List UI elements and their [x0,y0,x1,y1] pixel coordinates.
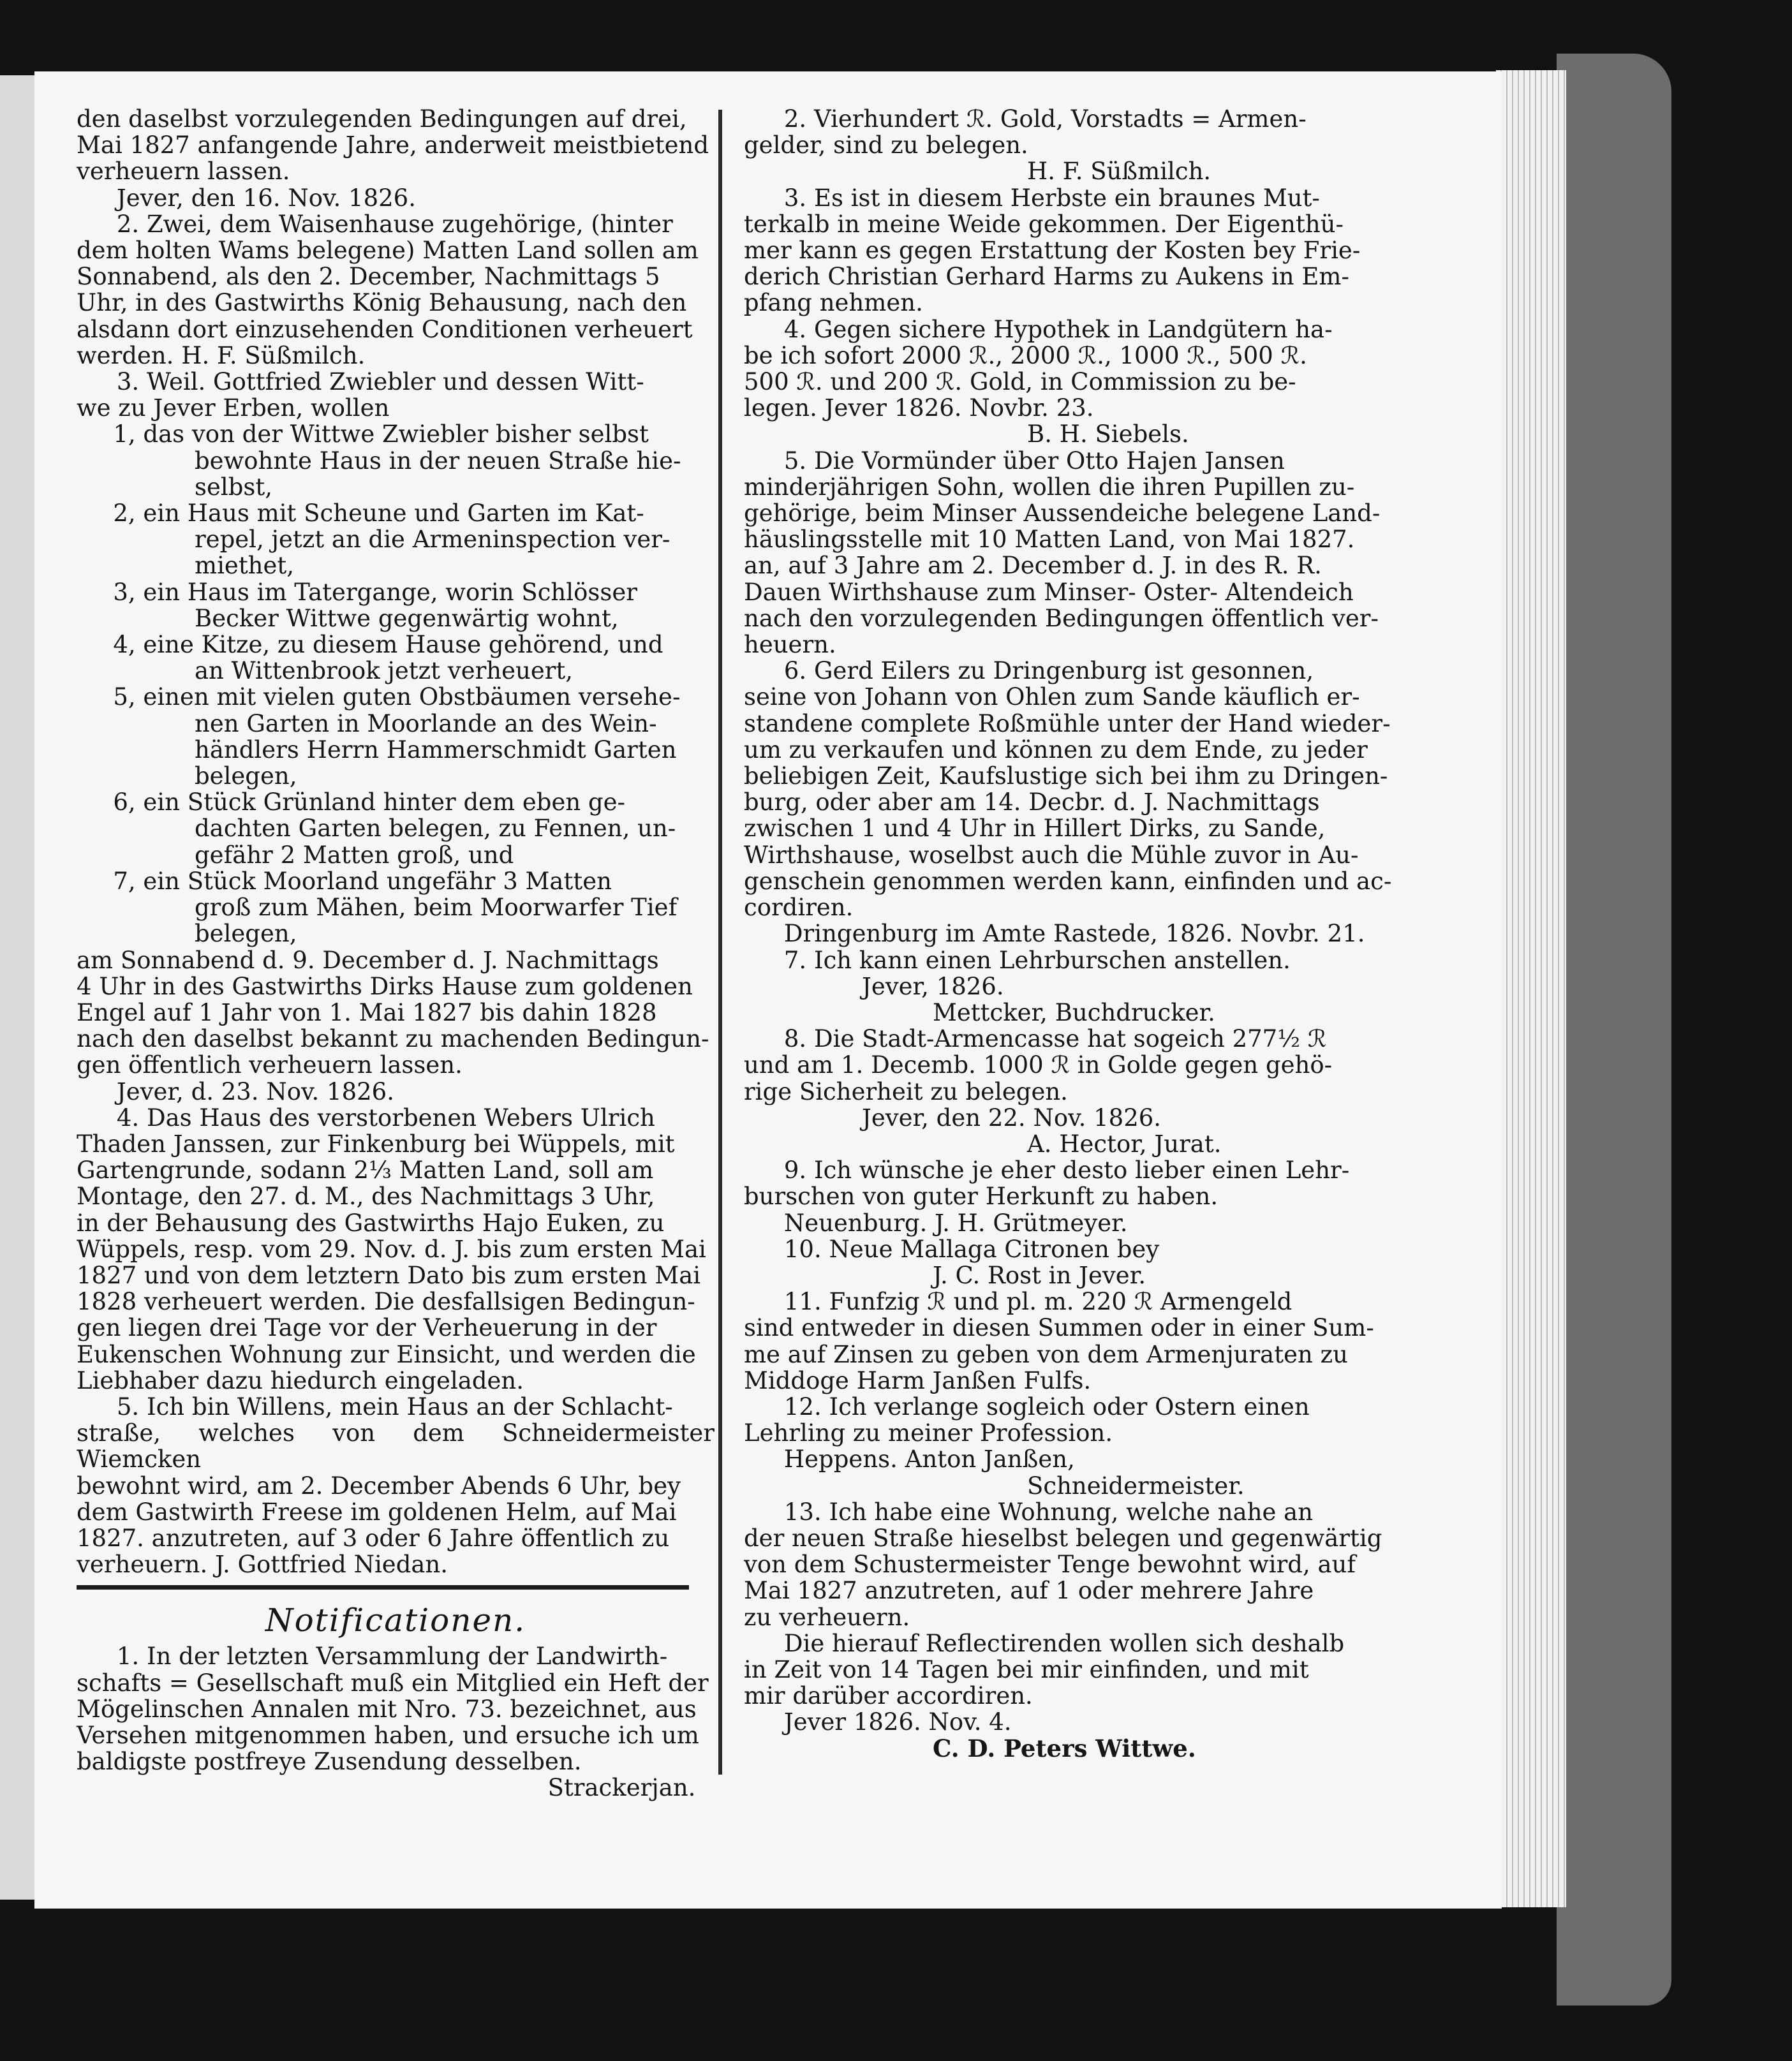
text-line: in Zeit von 14 Tagen bei mir einfinden, und mit [744,1655,1309,1683]
text-line: belegen, [195,920,297,948]
text-line: 1, das von der Wittwe Zwiebler bisher selbst [113,420,649,448]
text-line: minderjährigen Sohn, wollen die ihren Pupillen zu- [744,473,1355,501]
text-line: nach den vorzulegenden Bedingungen öffentlich ver- [744,604,1379,632]
text-line: miethet, [195,552,295,580]
text-line: den daselbst vorzulegenden Bedingungen auf drei, [77,105,687,133]
text-line: zwischen 1 und 4 Uhr in Hillert Dirks, zu Sande, [744,815,1326,843]
right-column-announcements [744,106,1392,1762]
page [34,71,1502,1909]
text-line: der neuen Straße hieselbst belegen und gegenwärtig [744,1524,1382,1552]
page-edges [1496,70,1566,1907]
text-line: dem Gastwirth Freese im goldenen Helm, auf Mai [77,1498,677,1526]
text-line: Dringenburg im Amte Rastede, 1826. Novbr. 21. [783,920,1365,948]
text-line: Middoge Harm Janßen Fulfs. [744,1366,1092,1394]
text-line: Wüppels, resp. vom 29. Nov. d. J. bis zum ersten Mai [77,1235,706,1263]
text-line: Liebhaber dazu hiedurch eingeladen. [77,1366,524,1394]
text-line: 3, ein Haus im Tatergange, worin Schlösser [113,578,637,606]
text-line: nach den daselbst bekannt zu machenden Bedingun- [77,1025,709,1053]
text-line: 4, eine Kitze, zu diesem Hause gehörend, und [113,631,663,659]
text-line: nen Garten in Moorlande an des Wein- [195,709,657,737]
text-line: bewohnt wird, am 2. December Abends 6 Uhr, bey [77,1472,681,1500]
text-line: häuslingsstelle mit 10 Matten Land, von Mai 1827. [744,526,1355,554]
text-line: 1827. anzutreten, auf 3 oder 6 Jahre öffentlich zu [77,1524,670,1552]
text-line: groß zum Mähen, beim Moorwarfer Tief [195,894,678,922]
text-line: terkalb in meine Weide gekommen. Der Eigenthü- [744,210,1344,238]
text-line: Mögelinschen Annalen mit Nro. 73. bezeichnet, aus [77,1695,697,1723]
text-line: 1. In der letzten Versammlung der Landwirth- [116,1643,668,1671]
text-line: repel, jetzt an die Armeninspection ver- [195,526,670,554]
text-line: 4. Gegen sichere Hypothek in Landgütern ha- [783,315,1333,343]
text-line: von dem Schustermeister Tenge bewohnt wird, auf [744,1551,1356,1579]
text-line: 1827 und von dem letztern Dato bis zum ersten Mai [77,1261,701,1289]
text-line: Becker Wittwe gegenwärtig wohnt, [195,604,619,632]
text-line: Gartengrunde, sodann 2⅓ Matten Land, soll am [77,1156,654,1185]
text-line: an, auf 3 Jahre am 2. December d. J. in des R. R. [744,552,1322,580]
left-column-announcements [77,106,715,1577]
text-line: 7. Ich kann einen Lehrburschen anstellen. [783,946,1291,974]
text-line: 12. Ich verlange sogleich oder Ostern einen [783,1392,1310,1421]
text-line: 6, ein Stück Grünland hinter dem eben ge- [113,788,626,816]
text-line: heuern. [744,631,836,659]
text-line: seine von Johann von Ohlen zum Sande käuflich er- [744,683,1360,711]
text-line: Jever, den 16. Nov. 1826. [116,184,416,212]
text-line: me auf Zinsen zu geben von dem Armenjuraten zu [744,1340,1348,1368]
text-line: Jever, den 22. Nov. 1826. [862,1104,1162,1132]
text-line: händlers Herrn Hammerschmidt Garten [195,735,677,764]
text-line: am Sonnabend d. 9. December d. J. Nachmittags [77,946,659,974]
text-line: 7, ein Stück Moorland ungefähr 3 Matten [113,867,612,895]
text-line: gen öffentlich verheuern lassen. [77,1051,463,1079]
text-line: cordiren. [744,894,854,922]
text-line: alsdann dort einzusehenden Conditionen verheuert [77,315,693,343]
text-line: gen liegen drei Tage vor der Verheuerung in der [77,1314,657,1342]
text-line: Heppens. Anton Janßen, [783,1445,1075,1474]
text-line: gehörige, beim Minser Aussendeiche belegene Land- [744,499,1381,528]
text-line: 4. Das Haus des verstorbenen Webers Ulrich [116,1104,655,1132]
text-line: Engel auf 1 Jahr von 1. Mai 1827 bis dahin 1828 [77,998,657,1026]
section-heading-notificationen: Notificationen. [265,1602,526,1639]
text-line: A. Hector, Jurat. [1027,1130,1222,1158]
text-line: C. D. Peters Wittwe. [933,1734,1196,1762]
text-line: Mai 1827 anzutreten, auf 1 oder mehrere Jahre [744,1577,1314,1605]
text-line: Die hierauf Reflectirenden wollen sich deshalb [783,1629,1345,1657]
text-line: we zu Jever Erben, wollen [77,394,390,422]
column-divider [718,110,722,1775]
text-line: und am 1. Decemb. 1000 ℛ in Golde gegen gehö- [744,1051,1333,1079]
text-line: 13. Ich habe eine Wohnung, welche nahe an [783,1498,1314,1526]
text-line: Strackerjan. [547,1774,696,1802]
text-line: beliebigen Zeit, Kaufslustige sich bei ihm zu Dringen- [744,762,1388,790]
text-line: Uhr, in des Gastwirths König Behausung, nach den [77,289,687,317]
text-line: Jever, 1826. [862,972,1004,1000]
text-line: B. H. Siebels. [1027,420,1189,448]
text-line: 6. Gerd Eilers zu Dringenburg ist gesonnen, [783,657,1314,685]
text-line: genschein genommen werden kann, einfinden und ac- [744,867,1392,895]
text-line: Dauen Wirthshause zum Minser- Oster- Altendeich [744,578,1354,606]
text-line: be ich sofort 2000 ℛ., 2000 ℛ., 1000 ℛ., 500 ℛ. [744,341,1307,369]
text-line: standene complete Roßmühle unter der Hand wieder- [744,709,1391,737]
text-line: 5, einen mit vielen guten Obstbäumen versehe- [113,683,681,711]
text-line: dem holten Wams belegene) Matten Land sollen am [77,237,699,265]
text-line: derich Christian Gerhard Harms zu Aukens in Em- [744,263,1349,291]
text-line: 8. Die Stadt-Armencasse hat sogeich 277½ ℛ [783,1025,1327,1053]
text-line: selbst, [195,473,273,501]
text-line: straße, welches von dem Schneidermeister Wiemcken [77,1419,715,1474]
text-line: Schneidermeister. [1027,1472,1245,1500]
text-line: Eukenschen Wohnung zur Einsicht, und werden die [77,1340,696,1368]
text-line: baldigste postfreye Zusendung desselben. [77,1748,582,1776]
text-line: Jever, d. 23. Nov. 1826. [116,1077,394,1105]
text-line: Sonnabend, als den 2. December, Nachmittags 5 [77,263,660,291]
text-line: 2, ein Haus mit Scheune und Garten im Kat- [113,499,644,528]
text-line: burschen von guter Herkunft zu haben. [744,1183,1218,1211]
text-line: 2. Zwei, dem Waisenhause zugehörige, (hinter [116,210,673,238]
section-rule [77,1585,689,1590]
book-cover-board [1557,54,1671,2006]
text-line: schafts = Gesellschaft muß ein Mitglied ein Heft der [77,1669,709,1697]
text-line: verheuern. J. Gottfried Niedan. [77,1551,448,1579]
text-line: legen. Jever 1826. Novbr. 23. [744,394,1094,422]
text-line: mer kann es gegen Erstattung der Kosten bey Frie- [744,237,1361,265]
right-column [744,106,1392,1762]
binding-gutter [0,75,37,1900]
text-line: pfang nehmen. [744,289,923,317]
text-line: 500 ℛ. und 200 ℛ. Gold, in Commission zu be- [744,368,1296,396]
text-line: Neuenburg. J. H. Grütmeyer. [783,1209,1128,1237]
text-line: bewohnte Haus in der neuen Straße hie- [195,447,681,475]
text-line: Lehrling zu meiner Profession. [744,1419,1113,1447]
text-line: Wirthshause, woselbst auch die Mühle zuvor in Au- [744,841,1359,869]
text-line: an Wittenbrook jetzt verheuert, [195,657,574,685]
text-line: 9. Ich wünsche je eher desto lieber einen Lehr- [783,1156,1350,1185]
text-line: 1828 verheuert werden. Die desfallsigen Bedingun- [77,1288,695,1316]
text-line: dachten Garten belegen, zu Fennen, un- [195,815,676,843]
text-line: belegen, [195,762,297,790]
text-line: Thaden Janssen, zur Finkenburg bei Wüppels, mit [77,1130,675,1158]
text-line: 4 Uhr in des Gastwirths Dirks Hause zum goldenen [77,972,693,1000]
text-line: gelder, sind zu belegen. [744,131,1028,159]
text-line: gefähr 2 Matten groß, und [195,841,514,869]
text-line: Versehen mitgenommen haben, und ersuche ich um [77,1721,699,1749]
text-line: um zu verkaufen und können zu dem Ende, zu jeder [744,735,1368,764]
text-line: 11. Funfzig ℛ und pl. m. 220 ℛ Armengeld [783,1288,1292,1316]
text-line: 5. Die Vormünder über Otto Hajen Jansen [783,447,1285,475]
text-line: Jever 1826. Nov. 4. [783,1708,1012,1736]
text-line: J. C. Rost in Jever. [933,1261,1146,1289]
text-line: werden. H. F. Süßmilch. [77,341,366,369]
text-line: 2. Vierhundert ℛ. Gold, Vorstadts = Armen- [783,105,1307,133]
text-line: mir darüber accordiren. [744,1682,1033,1710]
text-line: Mai 1827 anfangende Jahre, anderweit meistbietend [77,131,709,159]
left-column [77,106,715,1801]
text-line: rige Sicherheit zu belegen. [744,1077,1068,1105]
text-line: 3. Weil. Gottfried Zwiebler und dessen Witt- [116,368,644,396]
text-line: burg, oder aber am 14. Decbr. d. J. Nachmittags [744,788,1320,816]
text-line: H. F. Süßmilch. [1027,158,1211,186]
text-line: 10. Neue Mallaga Citronen bey [783,1235,1160,1263]
text-line: 5. Ich bin Willens, mein Haus an der Schlacht- [116,1392,673,1421]
text-line: Mettcker, Buchdrucker. [933,998,1215,1026]
text-line: verheuern lassen. [77,158,290,186]
text-line: in der Behausung des Gastwirths Hajo Euken, zu [77,1209,665,1237]
text-line: zu verheuern. [744,1603,910,1631]
notificationen-text [77,1643,715,1801]
text-line: 3. Es ist in diesem Herbste ein braunes Mut- [783,184,1320,212]
text-line: sind entweder in diesen Summen oder in einer Sum- [744,1314,1374,1342]
text-line: Montage, den 27. d. M., des Nachmittags 3 Uhr, [77,1183,655,1211]
